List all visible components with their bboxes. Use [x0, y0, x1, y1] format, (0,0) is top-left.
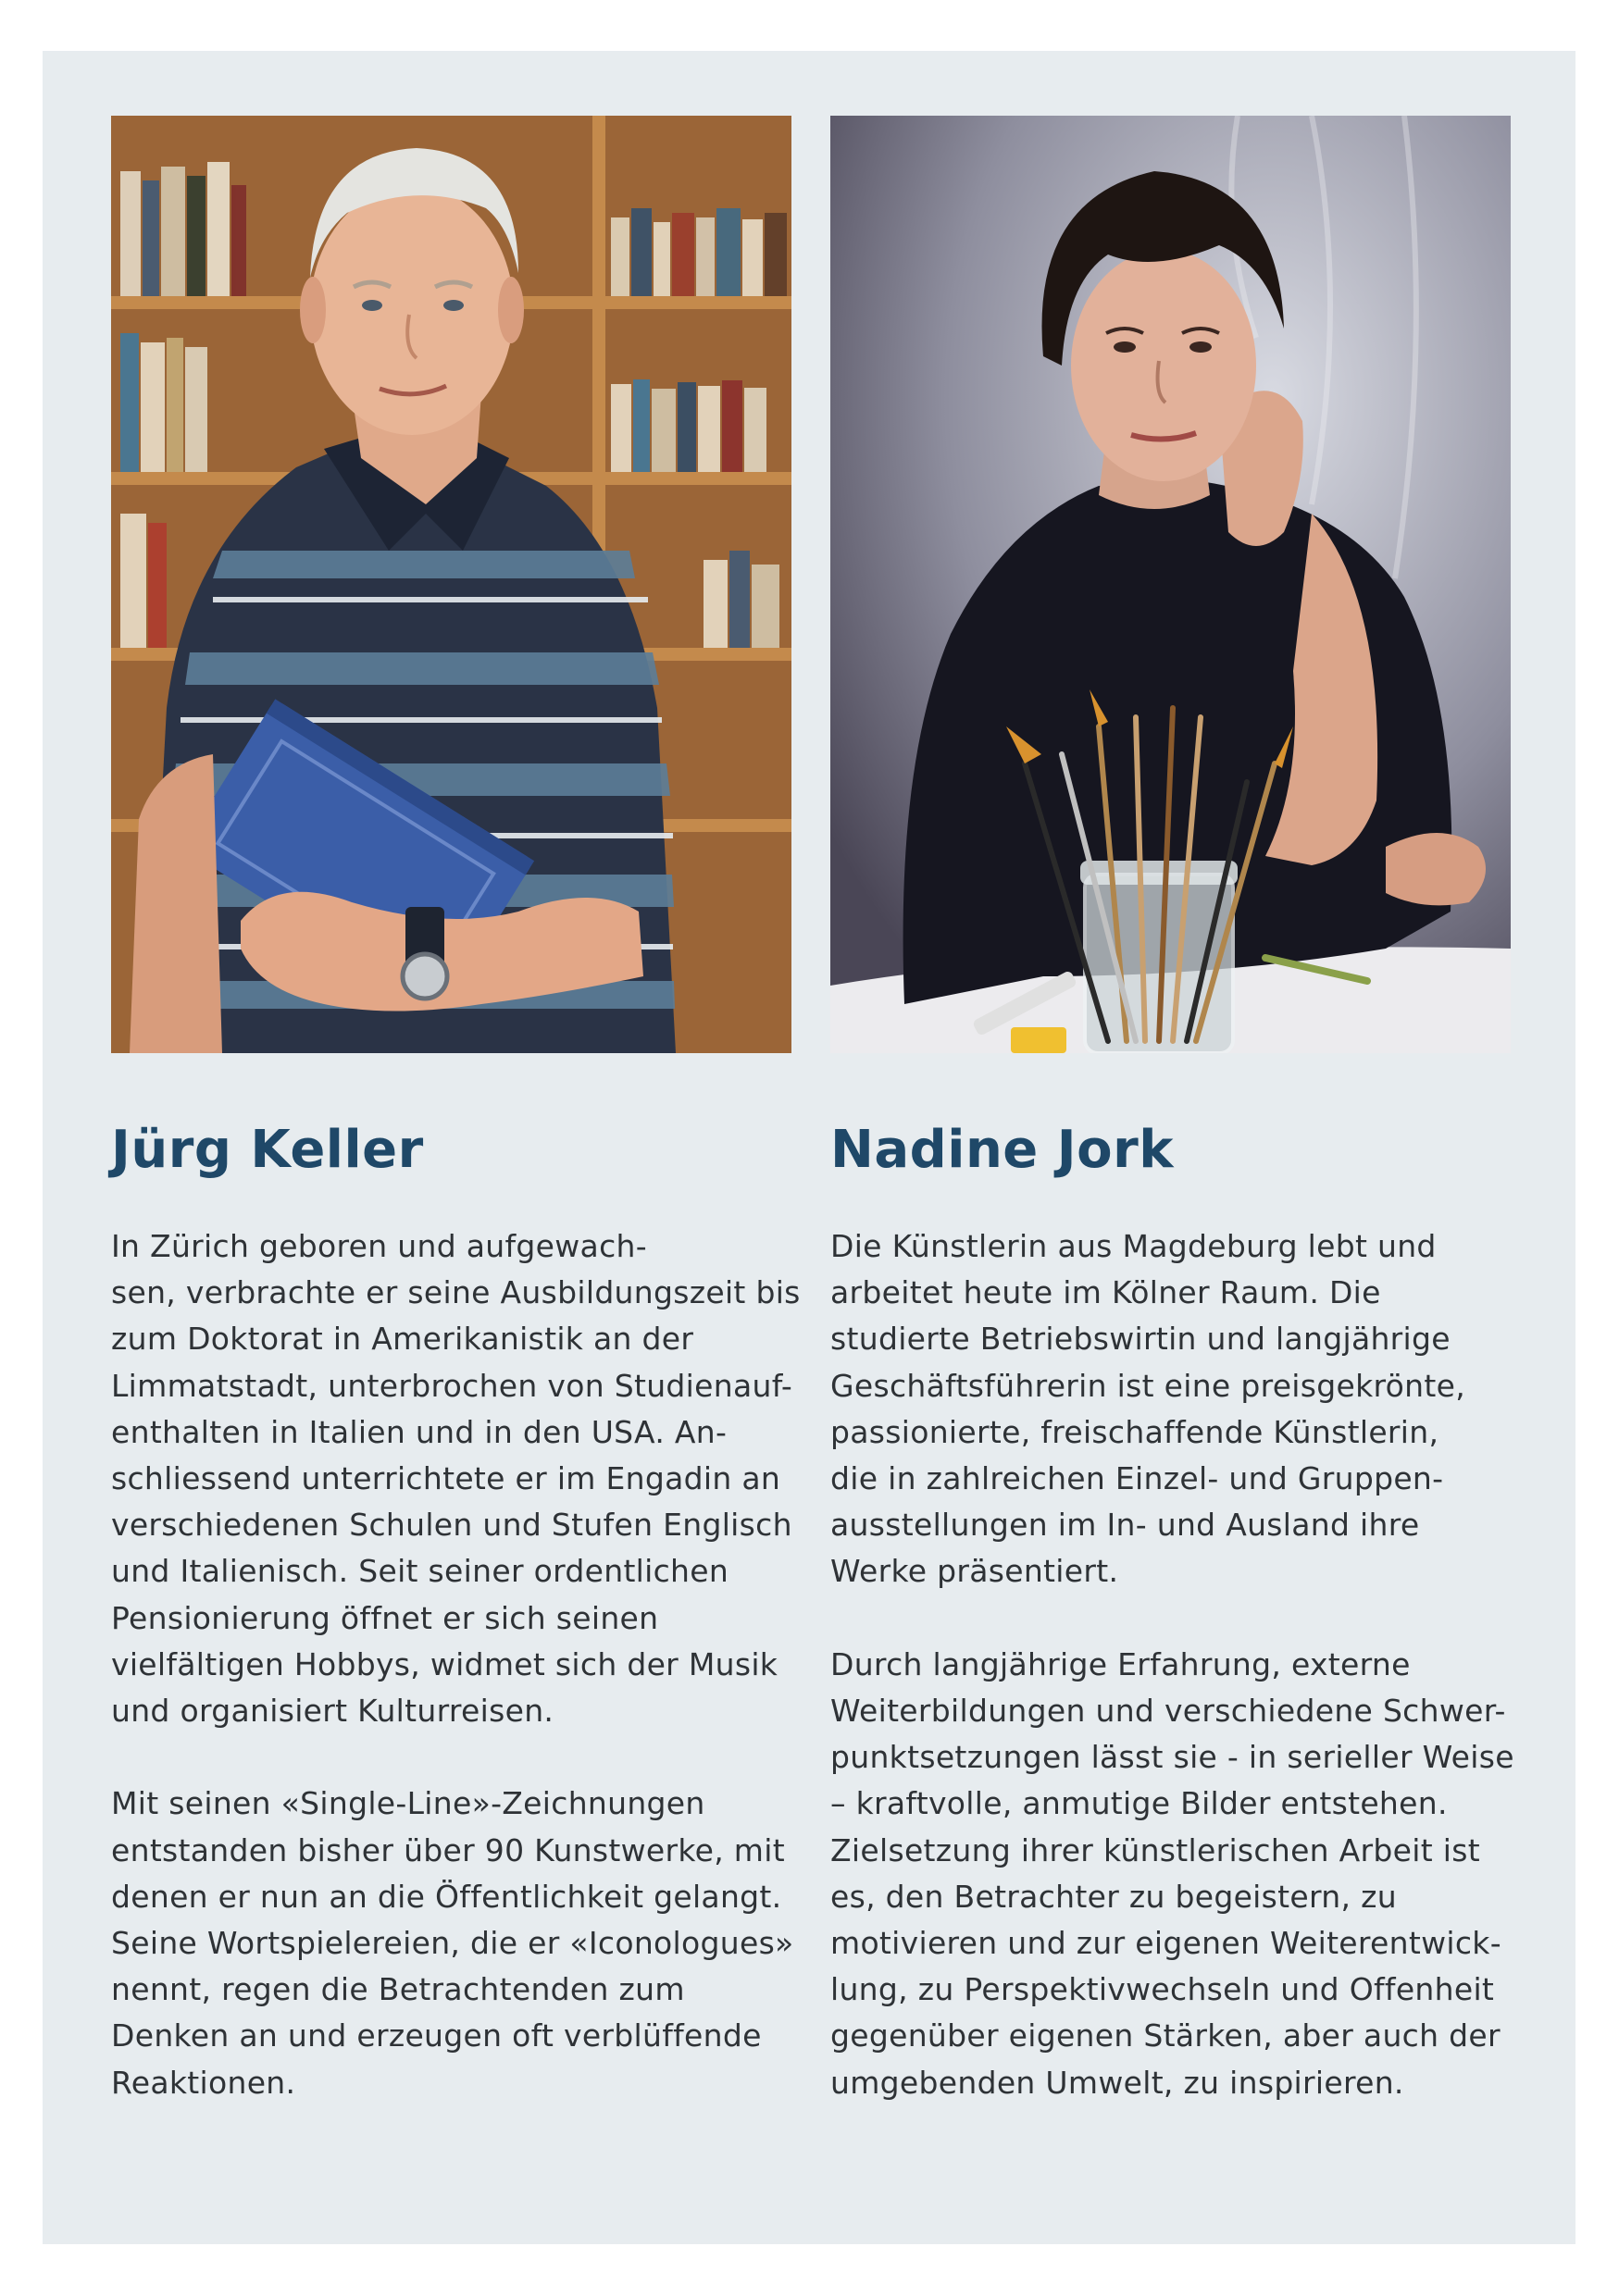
bio-paragraph	[830, 1223, 1511, 1595]
profile-left	[111, 116, 801, 2106]
bio-line: Mit seinen «Single-Line»-Zeichnungen	[111, 1785, 705, 1822]
paragraph-gap	[111, 1734, 791, 1781]
paragraph-gap	[830, 1595, 1511, 1642]
bio-line: In Zürich geboren und aufgewach-	[111, 1228, 647, 1264]
content-panel	[43, 51, 1575, 2244]
portrait-photo-man-icon	[111, 116, 791, 1053]
bio-line: gegenüber eigenen Stärken, aber auch der	[830, 2017, 1501, 2054]
bio-line: sen, verbrachte er seine Ausbildungszeit bis	[111, 1274, 801, 1311]
portrait-photo-woman-icon	[830, 116, 1511, 1053]
bio-right	[830, 1223, 1514, 2106]
bio-line: entstanden bisher über 90 Kunstwerke, mit	[111, 1831, 785, 1868]
bio-line: – kraftvolle, anmutige Bilder entstehen.	[830, 1785, 1448, 1822]
bio-line: vielfältigen Hobbys, widmet sich der Musik	[111, 1645, 778, 1682]
bio-paragraph	[830, 1642, 1514, 2106]
bio-left	[111, 1223, 801, 2106]
bio-line: die in zahlreichen Einzel- und Gruppen-	[830, 1460, 1444, 1497]
bio-line: es, den Betrachter zu begeistern, zu	[830, 1878, 1397, 1915]
bio-line: denen er nun an die Öffentlichkeit gelangt.	[111, 1878, 782, 1915]
bio-line: Geschäftsführerin ist eine preisgekrönte,	[830, 1367, 1466, 1404]
person-name-left: Jürg Keller	[111, 1120, 424, 1180]
bio-line: Weiterbildungen und verschiedene Schwer-	[830, 1693, 1506, 1730]
bio-line: lung, zu Perspektivwechseln und Offenheit	[830, 1971, 1495, 2008]
bio-line: Limmatstadt, unterbrochen von Studienauf-	[111, 1367, 793, 1404]
bio-line: arbeitet heute im Kölner Raum. Die	[830, 1274, 1381, 1311]
bio-line: Seine Wortspielereien, die er «Iconologues»	[111, 1925, 794, 1962]
bio-line: passionierte, freischaffende Künstlerin,	[830, 1413, 1439, 1450]
bio-line: Die Künstlerin aus Magdeburg lebt und	[830, 1228, 1437, 1264]
bio-paragraph	[111, 1781, 794, 2105]
bio-line: umgebenden Umwelt, zu inspirieren.	[830, 2064, 1404, 2101]
bio-line: verschiedenen Schulen und Stufen Englisch	[111, 1507, 792, 1544]
profile-right	[830, 116, 1514, 2106]
bio-line: und organisiert Kulturreisen.	[111, 1693, 554, 1730]
bio-line: zum Doktorat in Amerikanistik an der	[111, 1321, 694, 1358]
bio-line: enthalten in Italien und in den USA. An-	[111, 1413, 728, 1450]
bio-line: punktsetzungen lässt sie - in serieller Weise	[830, 1739, 1514, 1776]
bio-line: studierte Betriebswirtin und langjährige	[830, 1321, 1451, 1358]
bio-line: und Italienisch. Seit seiner ordentlichen	[111, 1553, 729, 1590]
bio-line: motivieren und zur eigenen Weiterentwick-	[830, 1925, 1501, 1962]
person-name-right: Nadine Jork	[830, 1120, 1174, 1180]
bio-paragraph	[111, 1223, 801, 1734]
bio-line: Denken an und erzeugen oft verblüffende	[111, 2017, 762, 2054]
bio-line: Reaktionen.	[111, 2064, 296, 2101]
bio-line: Werke präsentiert.	[830, 1553, 1119, 1590]
bio-line: Pensionierung öffnet er sich seinen	[111, 1599, 659, 1636]
bio-line: nennt, regen die Betrachtenden zum	[111, 1971, 685, 2008]
bio-line: Durch langjährige Erfahrung, externe	[830, 1645, 1411, 1682]
bio-line: ausstellungen im In- und Ausland ihre	[830, 1507, 1420, 1544]
bio-line: schliessend unterrichtete er im Engadin an	[111, 1460, 781, 1497]
bio-line: Zielsetzung ihrer künstlerischen Arbeit ist	[830, 1831, 1480, 1868]
